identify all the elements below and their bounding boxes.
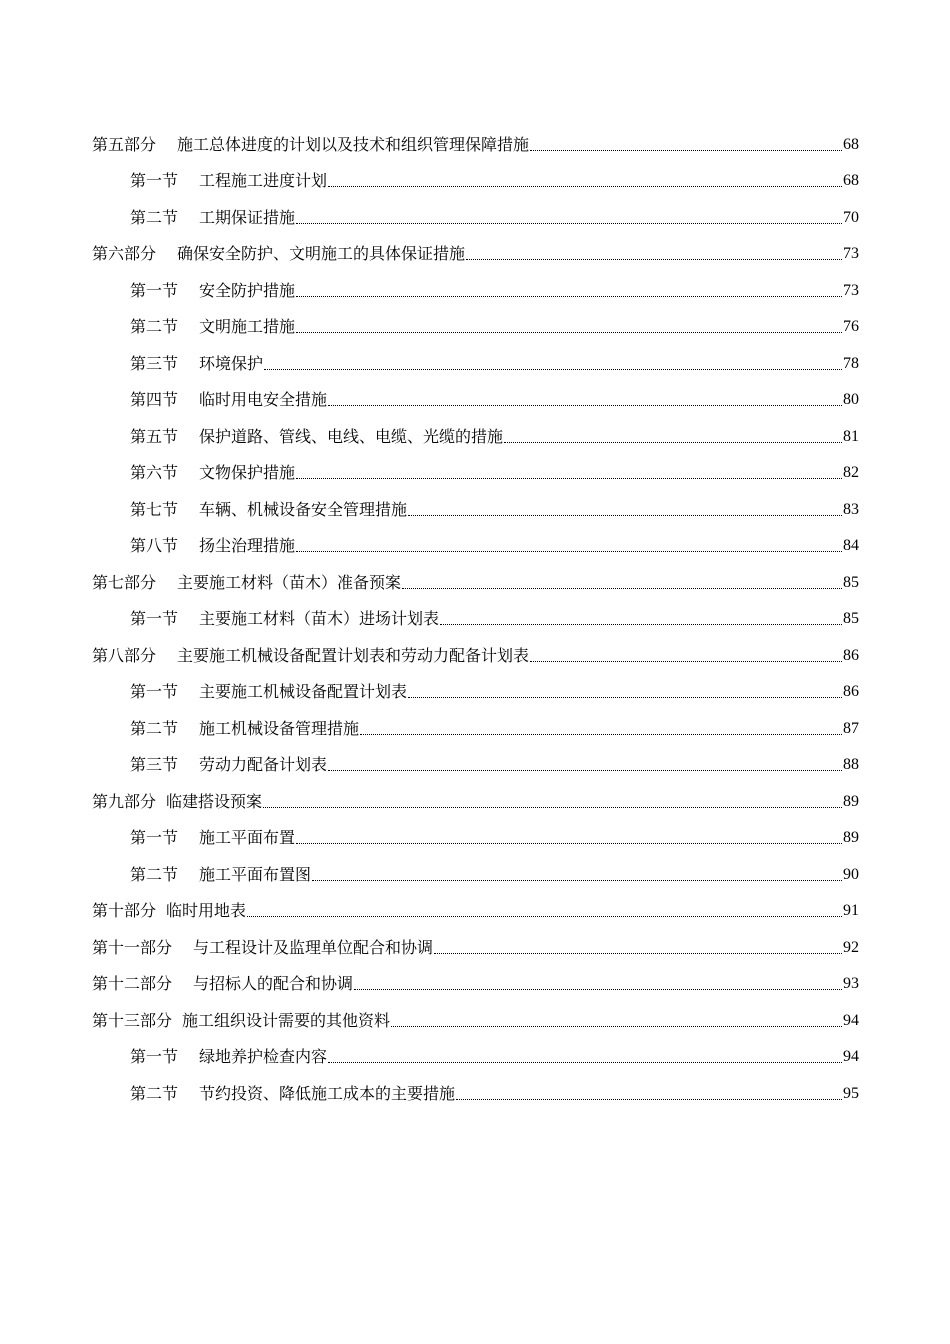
toc-entry-page-number: 89	[843, 829, 859, 846]
toc-entry[interactable]	[92, 191, 859, 228]
toc-entry[interactable]	[92, 666, 859, 703]
toc-entry[interactable]	[92, 848, 859, 885]
toc-entry-title: 临时用电安全措施	[199, 390, 328, 409]
toc-entry-page-number: 88	[843, 756, 859, 773]
toc-entry[interactable]	[92, 337, 859, 374]
toc-dot-leader	[530, 149, 842, 151]
toc-entry-title: 施工组织设计需要的其他资料	[182, 1010, 391, 1030]
toc-entry[interactable]	[92, 593, 859, 630]
toc-dot-leader	[328, 404, 842, 406]
toc-entry-page-number: 81	[843, 427, 859, 445]
toc-entry-number: 第四节	[130, 390, 179, 409]
toc-entry[interactable]	[92, 1067, 859, 1104]
toc-entry-page-number: 86	[843, 646, 859, 664]
toc-entry-title: 工期保证措施	[199, 207, 296, 227]
toc-entry-number: 第八部分	[92, 645, 157, 665]
toc-entry-number: 第二节	[130, 1083, 179, 1103]
toc-entry-title: 保护道路、管线、电线、电缆、光缆的措施	[199, 426, 504, 446]
toc-entry-page-number: 70	[843, 208, 859, 226]
toc-entry-number: 第一节	[130, 828, 179, 847]
toc-entry-number: 第八节	[130, 536, 179, 555]
toc-entry-page-number: 83	[843, 500, 859, 518]
toc-entry-page-number: 86	[843, 683, 859, 700]
toc-entry-title: 扬尘治理措施	[199, 536, 296, 555]
toc-entry-title: 临建搭设预案	[166, 791, 263, 811]
toc-entry-title: 施工平面布置图	[199, 864, 312, 884]
toc-entry[interactable]	[92, 520, 859, 557]
toc-entry[interactable]	[92, 447, 859, 484]
toc-entry-title: 确保安全防护、文明施工的具体保证措施	[177, 244, 466, 263]
toc-entry-title: 文物保护措施	[199, 463, 296, 482]
toc-entry-title: 绿地养护检查内容	[199, 1047, 328, 1066]
toc-entry-number: 第六节	[130, 463, 179, 482]
toc-entry-number: 第一节	[130, 609, 179, 628]
toc-dot-leader	[440, 623, 842, 625]
toc-entry[interactable]	[92, 629, 859, 666]
toc-entry-title: 节约投资、降低施工成本的主要措施	[199, 1083, 456, 1103]
toc-entry[interactable]	[92, 994, 859, 1031]
toc-dot-leader	[296, 295, 842, 297]
toc-entry-number: 第三节	[130, 353, 179, 373]
toc-entry-title: 劳动力配备计划表	[199, 755, 328, 774]
toc-entry-number: 第九部分	[92, 791, 157, 811]
toc-dot-leader	[354, 988, 842, 990]
toc-entry-page-number: 80	[843, 391, 859, 408]
toc-entry-page-number: 94	[843, 1048, 859, 1065]
toc-dot-leader	[296, 477, 842, 479]
toc-entry-number: 第一节	[130, 1047, 179, 1066]
toc-dot-leader	[408, 514, 842, 516]
toc-dot-leader	[296, 331, 842, 333]
toc-entry-page-number: 89	[843, 792, 859, 810]
toc-entry-number: 第二节	[130, 317, 179, 336]
toc-dot-leader	[263, 806, 842, 808]
toc-dot-leader	[296, 550, 842, 552]
toc-entry-title: 与工程设计及监理单位配合和协调	[193, 937, 434, 957]
toc-dot-leader	[466, 258, 842, 260]
toc-entry-number: 第一节	[130, 171, 179, 190]
toc-dot-leader	[530, 660, 842, 662]
toc-dot-leader	[328, 769, 842, 771]
toc-entry[interactable]	[92, 228, 859, 265]
toc-entry-title: 施工总体进度的计划以及技术和组织管理保障措施	[177, 134, 530, 154]
toc-dot-leader	[312, 879, 842, 881]
toc-entry-page-number: 91	[843, 902, 859, 919]
toc-entry-number: 第十一部分	[92, 937, 173, 957]
toc-entry-page-number: 73	[843, 245, 859, 262]
toc-entry[interactable]	[92, 556, 859, 593]
toc-entry[interactable]	[92, 958, 859, 995]
toc-entry-number: 第六部分	[92, 244, 157, 263]
toc-dot-leader	[402, 587, 842, 589]
toc-dot-leader	[434, 952, 842, 954]
toc-entry[interactable]	[92, 118, 859, 155]
toc-entry-title: 主要施工材料（苗木）准备预案	[177, 572, 402, 592]
toc-entry-title: 主要施工机械设备配置计划表和劳动力配备计划表	[177, 645, 530, 665]
toc-entry-page-number: 84	[843, 537, 859, 554]
toc-dot-leader	[328, 1061, 842, 1063]
toc-entry-title: 主要施工机械设备配置计划表	[199, 682, 408, 701]
toc-entry-page-number: 82	[843, 464, 859, 481]
toc-entry-page-number: 78	[843, 354, 859, 372]
toc-entry[interactable]	[92, 739, 859, 776]
toc-entry[interactable]	[92, 702, 859, 739]
toc-entry-page-number: 95	[843, 1084, 859, 1102]
toc-entry-title: 施工机械设备管理措施	[199, 718, 360, 738]
toc-entry[interactable]	[92, 885, 859, 922]
toc-entry-number: 第七部分	[92, 572, 157, 592]
toc-entry-number: 第五节	[130, 426, 179, 446]
toc-entry-page-number: 85	[843, 610, 859, 627]
toc-entry-number: 第五部分	[92, 134, 157, 154]
toc-entry-page-number: 92	[843, 938, 859, 956]
toc-entry-title: 安全防护措施	[199, 280, 296, 300]
toc-dot-leader	[328, 185, 842, 187]
toc-entry[interactable]	[92, 374, 859, 411]
toc-entry[interactable]	[92, 155, 859, 192]
toc-entry[interactable]	[92, 921, 859, 958]
table-of-contents	[92, 118, 859, 1104]
toc-entry-title: 主要施工材料（苗木）进场计划表	[199, 609, 440, 628]
toc-dot-leader	[296, 222, 842, 224]
toc-entry-number: 第七节	[130, 499, 179, 519]
toc-entry-number: 第二节	[130, 207, 179, 227]
toc-entry-title: 与招标人的配合和协调	[193, 974, 354, 993]
toc-dot-leader	[504, 441, 842, 443]
toc-entry-number: 第一节	[130, 280, 179, 300]
toc-entry-number: 第一节	[130, 682, 179, 701]
toc-entry-page-number: 85	[843, 573, 859, 591]
toc-entry-number: 第十部分	[92, 901, 157, 920]
toc-entry-title: 工程施工进度计划	[199, 171, 328, 190]
toc-entry-page-number: 94	[843, 1011, 859, 1029]
toc-entry[interactable]	[92, 775, 859, 812]
toc-dot-leader	[456, 1098, 842, 1100]
toc-entry-page-number: 73	[843, 281, 859, 299]
toc-entry-page-number: 90	[843, 865, 859, 883]
toc-entry-title: 临时用地表	[166, 901, 247, 920]
toc-dot-leader	[247, 915, 842, 917]
toc-entry[interactable]	[92, 264, 859, 301]
toc-entry[interactable]	[92, 812, 859, 849]
toc-dot-leader	[264, 368, 842, 370]
toc-dot-leader	[391, 1025, 842, 1027]
toc-entry-number: 第二节	[130, 718, 179, 738]
toc-entry-page-number: 68	[843, 172, 859, 189]
toc-entry-title: 车辆、机械设备安全管理措施	[199, 499, 408, 519]
toc-dot-leader	[360, 733, 842, 735]
toc-dot-leader	[296, 842, 842, 844]
toc-entry-page-number: 76	[843, 318, 859, 335]
toc-entry-number: 第十二部分	[92, 974, 173, 993]
toc-dot-leader	[408, 696, 842, 698]
toc-entry-title: 环境保护	[199, 353, 264, 373]
toc-entry-number: 第二节	[130, 864, 179, 884]
toc-entry[interactable]	[92, 301, 859, 338]
toc-entry-page-number: 68	[843, 135, 859, 153]
toc-entry-title: 施工平面布置	[199, 828, 296, 847]
toc-entry-title: 文明施工措施	[199, 317, 296, 336]
toc-entry[interactable]	[92, 1031, 859, 1068]
toc-entry[interactable]	[92, 483, 859, 520]
toc-entry-page-number: 93	[843, 975, 859, 992]
toc-entry[interactable]	[92, 410, 859, 447]
toc-entry-number: 第十三部分	[92, 1010, 173, 1030]
toc-entry-page-number: 87	[843, 719, 859, 737]
toc-entry-number: 第三节	[130, 755, 179, 774]
